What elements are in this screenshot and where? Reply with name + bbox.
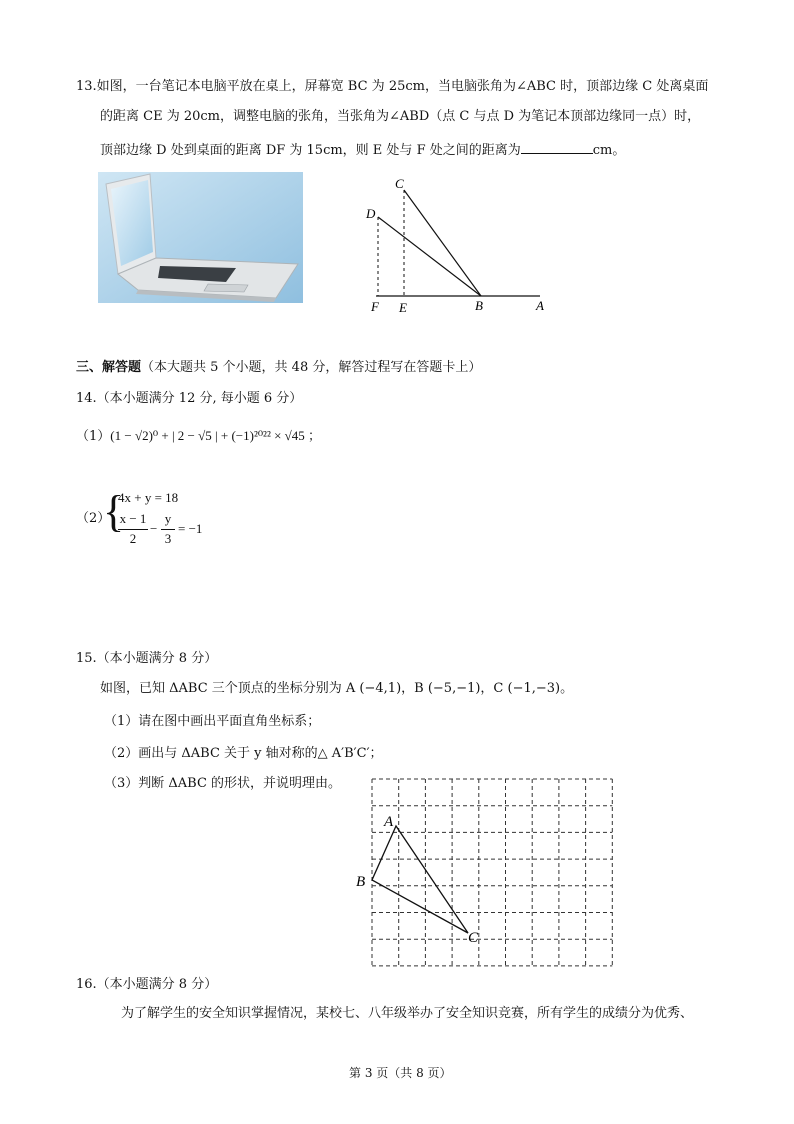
section-note: （本大题共 5 个小题，共 48 分，解答过程写在答题卡上） (141, 360, 482, 375)
grid-label-C: C (468, 930, 479, 946)
q15-item3: （3）判断 ΔABC 的形状，并说明理由。 (104, 776, 342, 791)
label-C: C (395, 176, 404, 191)
laptop-photo (98, 172, 303, 303)
q13-line2: 的距离 CE 为 20cm，调整电脑的张角，当张角为∠ABD（点 C 与点 D 为笔记本顶部边缘同一点）时， (100, 109, 701, 124)
q13-line1: 13.如图，一台笔记本电脑平放在桌上，屏幕宽 BC 为 25cm，当电脑张角为∠ABC 时，顶部边缘 C 处离桌面 (76, 79, 709, 94)
page-footer: 第 3 页（共 8 页） (349, 1066, 452, 1080)
grid-label-B: B (356, 874, 366, 890)
label-E: E (399, 300, 407, 315)
q14-part1-expr: (1 − √2)⁰ + | 2 − √5 | + (−1)²⁰²² × √45 ； (110, 428, 322, 443)
triangle-ABC (372, 826, 468, 933)
label-D: D (366, 206, 376, 221)
q13-geometry-diagram (360, 172, 555, 317)
q15-item1: （1）请在图中画出平面直角坐标系； (104, 714, 321, 729)
eq2-num2: y (164, 511, 172, 526)
q15-item2: （2）画出与 ΔABC 关于 y 轴对称的△ A′B′C′； (104, 746, 383, 761)
eq2-minus: − (150, 521, 158, 536)
q15-grid (352, 776, 624, 981)
section-title: 三、解答题 (76, 360, 142, 375)
q14-part1 (76, 427, 321, 446)
section-heading (76, 359, 481, 377)
q15-header: 15.（本小题满分 8 分） (76, 651, 218, 666)
eq2-fracline2 (161, 529, 175, 530)
answer-blank (521, 141, 593, 154)
q13-line3 (100, 141, 625, 160)
label-A: A (536, 298, 544, 313)
system-brace: { (103, 487, 125, 536)
q13-line3-unit: cm。 (592, 143, 626, 158)
q14-eq1: 4x + y = 18 (118, 490, 179, 505)
q13-line3-text: 顶部边缘 D 处到桌面的距离 DF 为 15cm，则 E 处与 F 处之间的距离为 (100, 143, 521, 158)
q15-intro: 如图，已知 ΔABC 三个顶点的坐标分别为 A (−4,1)，B (−5,−1)，C (−1,−3)。 (100, 681, 574, 696)
q14-header: 14.（本小题满分 12 分, 每小题 6 分） (76, 391, 303, 406)
grid-label-A: A (384, 814, 394, 830)
eq2-rhs: = −1 (178, 521, 203, 536)
eq2-den2: 3 (164, 531, 172, 546)
label-B: B (475, 298, 483, 313)
q16-header: 16.（本小题满分 8 分） (76, 977, 218, 992)
q14-part1-label: （1） (76, 429, 111, 444)
q16-line1: 为了解学生的安全知识掌握情况，某校七、八年级举办了安全知识竞赛，所有学生的成绩分为优秀、 (121, 1006, 694, 1021)
eq2-den1: 2 (129, 531, 137, 546)
q14-part2-label: （2） (76, 511, 111, 526)
eq2-fracline1 (118, 529, 148, 530)
label-F: F (371, 299, 379, 314)
eq2-num1: x − 1 (119, 511, 147, 526)
